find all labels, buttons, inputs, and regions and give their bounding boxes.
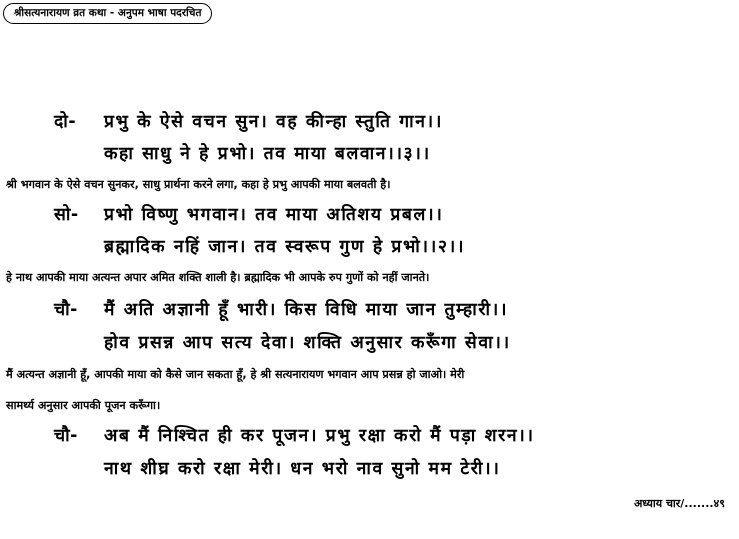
verse-label: चौ- (54, 300, 78, 320)
meaning-paragraph: हे नाथ आपकी माया अत्यन्त अपार अमित शक्ति शाली है। ब्रह्मादिक भी आपके रुप गुणों को नहीं जानते। (6, 271, 430, 284)
verse-chaupai-line-1 (54, 298, 731, 322)
verse-chaupai-line-2: नाथ शीघ्र करो रक्षा मेरी। धन भरो नाव सुनो मम टेरी।। (104, 459, 501, 479)
header-title: श्रीसत्यनारायण व्रत कथा - अनुपम भाषा पदरचित (3, 3, 212, 24)
meaning-paragraph-line-1: मैं अत्यन्त अज्ञानी हूँ, आपकी माया को कैसे जान सकता हूँ, हे श्री सत्यनारायण भगवान आप प्रसन्न हो जाओ। मेरी (6, 368, 465, 381)
verse-text: अब मैं निश्चित ही कर पूजन। प्रभु रक्षा करो मैं पड़ा शरन।। (104, 426, 535, 446)
verse-soratha-line-1 (54, 203, 731, 227)
verse-label: चौ- (54, 426, 78, 446)
verse-chaupai-line-1 (54, 424, 731, 448)
page-number: अध्याय चार/.......४९ (633, 497, 725, 510)
verse-label: दो- (54, 112, 77, 132)
verse-label: सो- (54, 205, 79, 225)
verse-doha-line-2: कहा साधु ने हे प्रभो। तव माया बलवान।।३।। (104, 144, 431, 164)
verse-chaupai-line-2: होव प्रसन्न आप सत्य देवा। शक्ति अनुसार करूँगा सेवा।। (104, 333, 511, 353)
verse-text: मैं अति अज्ञानी हूँ भारी। किस विधि माया जान तुम्हारी।। (104, 300, 509, 320)
verse-doha-line-1 (54, 110, 731, 134)
verse-text: प्रभु के ऐसे वचन सुन। वह कीन्हा स्तुति गान।। (104, 112, 443, 132)
verse-text: प्रभो विष्णु भगवान। तव माया अतिशय प्रबल।। (104, 205, 444, 225)
meaning-paragraph: श्री भगवान के ऐसे वचन सुनकर, साधु प्रार्थना करने लगा, कहा हे प्रभु आपकी माया बलवती है। (6, 178, 391, 191)
meaning-paragraph-line-2: सामर्थ्य अनुसार आपकी पूजन करूँगा। (6, 399, 161, 412)
verse-soratha-line-2: ब्रह्मादिक नहिं जान। तव स्वरूप गुण हे प्रभो।।२।। (104, 237, 466, 257)
